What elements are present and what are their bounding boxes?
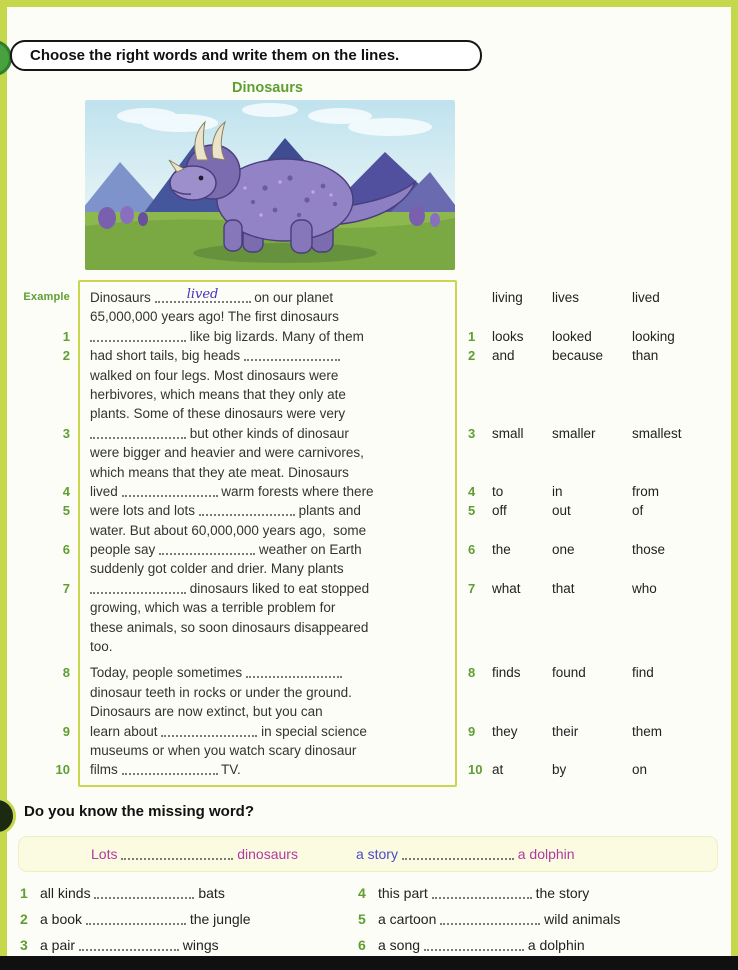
choice-number: 10 [468, 762, 483, 778]
choice-number: 1 [468, 328, 476, 344]
choice-number: 5 [468, 503, 476, 519]
line-text [90, 346, 450, 365]
answer-blank[interactable] [244, 347, 340, 361]
choice-row [468, 501, 643, 520]
line-text [90, 579, 450, 598]
choice-word: from [632, 483, 659, 499]
text-segment: warm forests where there [217, 483, 374, 499]
passage-line [0, 346, 738, 365]
choice-row [468, 760, 647, 779]
text-segment: films [90, 762, 122, 778]
item-text [40, 937, 219, 953]
choice-word: out [552, 503, 571, 519]
example-missing-word-blank[interactable] [121, 846, 233, 860]
line-text [90, 540, 450, 559]
line-number: 9 [62, 723, 70, 739]
answer-blank[interactable] [90, 425, 186, 439]
choice-word: by [552, 762, 567, 778]
answer-blank[interactable] [246, 664, 342, 678]
item-text [40, 911, 251, 927]
text-segment: dinosaur teeth in rocks or under the ground. [90, 684, 352, 700]
choice-word: lives [552, 290, 580, 305]
line-number: 6 [62, 542, 70, 558]
item-word-left: a song [378, 937, 424, 953]
text-segment: plants. Some of these dinosaurs were very [90, 406, 346, 422]
text-segment: which means that they ate meat. Dinosaurs [90, 464, 349, 480]
passage-line [0, 663, 738, 682]
item-number: 4 [358, 885, 366, 901]
choice-word: lived [632, 290, 660, 305]
line-number: 2 [62, 348, 70, 364]
missing-word-item [0, 932, 330, 958]
choice-word: found [552, 665, 586, 681]
choice-word: looks [492, 328, 524, 344]
text-segment: learn about [90, 723, 162, 739]
choice-word: to [492, 483, 504, 499]
item-word-right: wings [178, 937, 219, 953]
choice-word: that [552, 580, 575, 596]
choice-word: of [632, 503, 644, 519]
choice-word: find [632, 665, 654, 681]
line-text [90, 443, 450, 462]
choice-row [468, 579, 657, 598]
example-word-right: a dolphin [513, 846, 575, 862]
choice-word: at [492, 762, 504, 778]
choice-word: smaller [552, 425, 596, 441]
line-number: Example [23, 291, 70, 303]
choice-word: who [632, 580, 657, 596]
passage-line [0, 501, 738, 520]
passage-line [0, 404, 738, 423]
answer-blank[interactable] [122, 761, 218, 775]
passage-line [0, 327, 738, 346]
line-text [90, 424, 450, 443]
activity2-instruction: Do you know the missing word? [24, 803, 255, 820]
missing-word-item [0, 906, 330, 932]
item-number: 2 [20, 911, 28, 927]
text-segment: lived [90, 483, 122, 499]
item-word-left: all kinds [40, 885, 95, 901]
line-number: 5 [62, 503, 70, 519]
exercise-rows [0, 288, 738, 780]
item-number: 6 [358, 937, 366, 953]
choice-row [468, 540, 665, 559]
missing-word-blank[interactable] [432, 885, 532, 899]
line-text [90, 722, 450, 741]
text-segment: herbivores, which means that they only ate [90, 386, 346, 402]
choice-word: living [492, 290, 523, 305]
missing-word-item [330, 880, 738, 906]
activity1-instruction-box [10, 40, 482, 71]
passage-line [0, 702, 738, 721]
text-segment: had short tails, big heads [90, 348, 244, 364]
answer-blank[interactable] [199, 502, 295, 516]
line-number: 7 [62, 580, 70, 596]
passage-line [0, 559, 738, 578]
example-pair [356, 846, 575, 862]
text-segment: suddenly got colder and drier. Many plants [90, 561, 344, 577]
answer-blank[interactable] [155, 289, 251, 303]
choice-row [468, 482, 659, 501]
passage-line [0, 521, 738, 540]
page-bottom-bar [0, 956, 738, 970]
choice-row [468, 346, 658, 365]
choice-word: their [552, 723, 579, 739]
text-segment: walked on four legs. Most dinosaurs were [90, 367, 339, 383]
choice-word: looking [632, 328, 675, 344]
missing-word-item [0, 880, 330, 906]
choice-word: because [552, 348, 604, 364]
choice-number: 2 [468, 348, 476, 364]
choice-word: and [492, 348, 515, 364]
item-word-left: a book [40, 911, 86, 927]
answer-blank[interactable] [90, 328, 186, 342]
text-segment: Dinosaurs are now extinct, but you can [90, 704, 323, 720]
choice-word: off [492, 503, 507, 519]
activity2-example-box [18, 836, 718, 872]
missing-word-blank[interactable] [424, 937, 524, 951]
line-text [90, 683, 450, 702]
passage-line [0, 683, 738, 702]
missing-word-item [330, 906, 738, 932]
passage-line [0, 760, 738, 779]
line-text [90, 385, 450, 404]
item-word-left: a cartoon [378, 911, 441, 927]
item-word-right: bats [194, 885, 225, 901]
line-text [90, 327, 450, 346]
passage-line [0, 722, 738, 741]
choice-word: looked [552, 328, 592, 344]
line-text [90, 760, 450, 779]
text-segment: weather on Earth [255, 542, 362, 558]
text-segment: were lots and lots [90, 503, 199, 519]
line-text [90, 463, 450, 482]
activity2-badge [0, 797, 16, 835]
choice-number: 4 [468, 483, 476, 499]
line-text [90, 702, 450, 721]
item-text [378, 911, 620, 927]
choice-number: 7 [468, 580, 476, 596]
item-number: 5 [358, 911, 366, 927]
passage-line [0, 463, 738, 482]
line-text [90, 598, 450, 617]
missing-word-item [330, 932, 738, 958]
text-segment: 65,000,000 years ago! The first dinosaurs [90, 309, 339, 325]
example-word-left: Lots [91, 846, 122, 862]
text-segment: dinosaurs liked to eat stopped [186, 580, 370, 596]
activity1-instruction: Choose the right words and write them on the lines. [30, 47, 400, 64]
answer-blank[interactable] [159, 541, 255, 555]
choice-word: on [632, 762, 648, 778]
item-number: 3 [20, 937, 28, 953]
choice-number: 8 [468, 665, 476, 681]
missing-word-blank[interactable] [440, 911, 540, 925]
choice-word: what [492, 580, 521, 596]
passage-line [0, 366, 738, 385]
choice-row [468, 722, 662, 741]
answer-blank[interactable] [161, 723, 257, 737]
item-word-right: the jungle [185, 911, 251, 927]
text-segment: TV. [217, 762, 241, 778]
choice-word: those [632, 542, 666, 558]
passage-line [0, 424, 738, 443]
text-segment: like big lizards. Many of them [186, 328, 364, 344]
choice-word: in [552, 483, 563, 499]
choice-word: small [492, 425, 524, 441]
line-text [90, 404, 450, 423]
text-segment: too. [90, 639, 113, 655]
activity2-column-1 [0, 880, 330, 958]
line-text [90, 366, 450, 385]
item-word-right: the story [531, 885, 590, 901]
text-segment: plants and [294, 503, 361, 519]
choice-row [468, 663, 654, 682]
line-text [90, 307, 450, 326]
choice-word: them [632, 723, 663, 739]
passage-title: Dinosaurs [232, 80, 303, 96]
passage-line [0, 443, 738, 462]
choice-row [468, 288, 660, 307]
line-text [90, 741, 450, 760]
passage-line [0, 482, 738, 501]
page-border-top [0, 0, 738, 7]
line-number: 10 [55, 762, 70, 778]
missing-word-blank[interactable] [79, 937, 179, 951]
line-number: 3 [62, 425, 70, 441]
choice-word: they [492, 723, 518, 739]
answer-blank[interactable] [122, 483, 218, 497]
text-segment: Dinosaurs [90, 290, 155, 305]
passage-line [0, 741, 738, 760]
text-segment: on our planet [250, 290, 334, 305]
choice-number: 9 [468, 723, 476, 739]
passage-line [0, 540, 738, 559]
line-text [90, 559, 450, 578]
line-text [90, 618, 450, 637]
text-segment: growing, which was a terrible problem for [90, 600, 336, 616]
passage-line [0, 618, 738, 637]
item-word-left: a pair [40, 937, 79, 953]
example-pair [91, 846, 298, 862]
choice-number [468, 288, 492, 307]
text-segment: in special science [257, 723, 367, 739]
line-number: 8 [62, 665, 70, 681]
passage-line [0, 307, 738, 326]
line-number: 4 [62, 483, 70, 499]
passage-line [0, 637, 738, 656]
text-segment: people say [90, 542, 160, 558]
activity2-column-2 [330, 880, 738, 958]
triceratops-scene-graphic [85, 100, 455, 270]
example-word-right: dinosaurs [233, 846, 298, 862]
choice-row [468, 424, 682, 443]
choice-word: smallest [632, 425, 682, 441]
dinosaur-illustration [85, 100, 455, 270]
missing-word-blank[interactable] [86, 911, 186, 925]
text-segment: these animals, so soon dinosaurs disappeared [90, 619, 369, 635]
example-answer-text: lived [186, 287, 219, 302]
answer-blank[interactable] [90, 580, 186, 594]
example-word-left: a story [355, 846, 402, 862]
line-text [90, 501, 450, 520]
choice-number: 3 [468, 425, 476, 441]
passage-line [0, 579, 738, 598]
passage-line [0, 385, 738, 404]
line-text [90, 663, 450, 682]
cloze-exercise [0, 288, 738, 780]
text-segment: Today, people sometimes [90, 665, 246, 681]
line-text [90, 482, 450, 501]
item-word-left: this part [378, 885, 432, 901]
line-text [90, 637, 450, 656]
item-text [378, 937, 585, 953]
line-number: 1 [62, 328, 70, 344]
line-text [90, 288, 450, 307]
text-segment: were bigger and heavier and were carnivores, [90, 445, 364, 461]
choice-row [468, 327, 675, 346]
text-segment: but other kinds of dinosaur [186, 425, 349, 441]
choice-word: one [552, 542, 575, 558]
text-segment: museums or when you watch scary dinosaur [90, 742, 357, 758]
missing-word-blank[interactable] [94, 885, 194, 899]
choice-word: than [632, 348, 659, 364]
choice-number: 6 [468, 542, 476, 558]
choice-word: the [492, 542, 511, 558]
item-text [40, 885, 225, 901]
item-text [378, 885, 589, 901]
choice-word: finds [492, 665, 521, 681]
activity2-items [0, 880, 738, 958]
text-segment: water. But about 60,000,000 years ago, some [90, 522, 367, 538]
dinosaur-eye [199, 176, 204, 181]
example-missing-word-blank[interactable] [402, 846, 514, 860]
passage-line [0, 598, 738, 617]
line-text [90, 521, 450, 540]
passage-line [0, 288, 738, 307]
item-number: 1 [20, 885, 28, 901]
item-word-right: a dolphin [523, 937, 585, 953]
item-word-right: wild animals [540, 911, 621, 927]
